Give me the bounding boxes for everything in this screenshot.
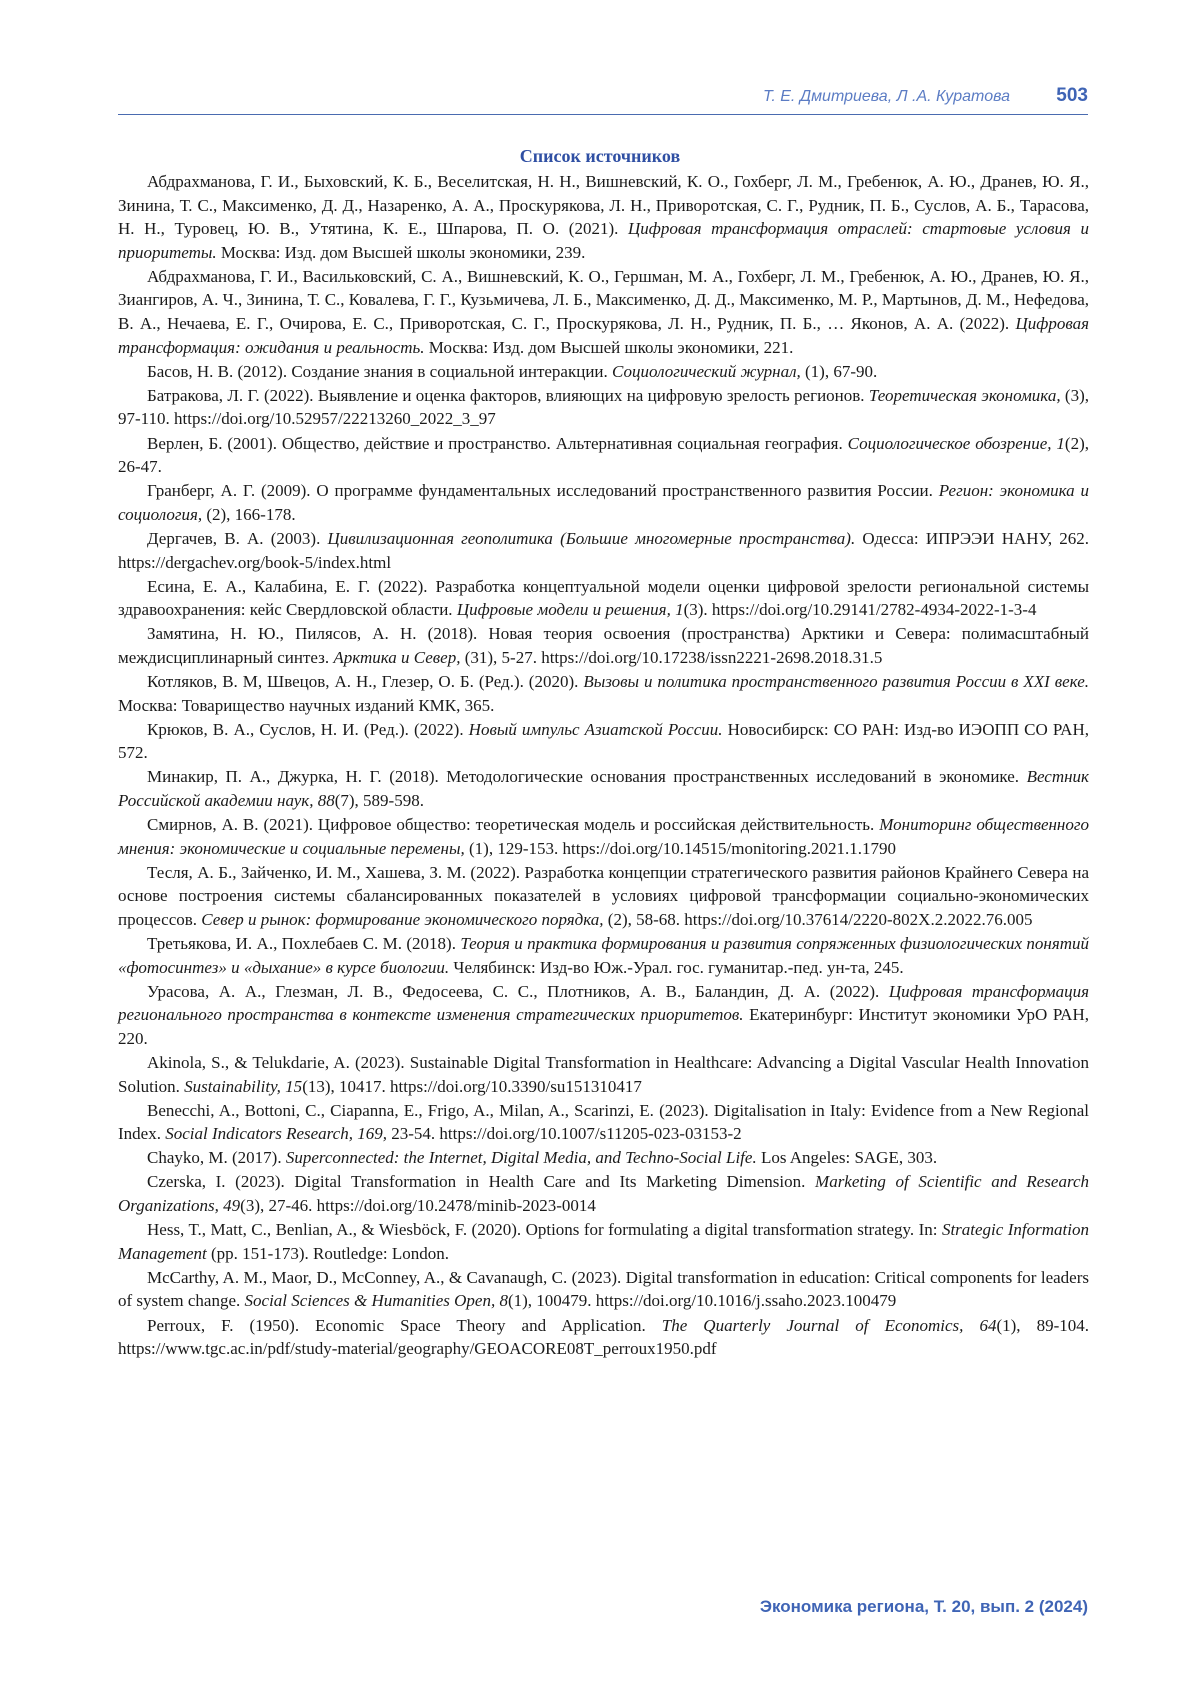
reference-source-title: Цифровые модели и решения, 1 [456,600,684,620]
reference-text: Chayko, M. (2017). [147,1148,286,1168]
reference-text: Гранберг, А. Г. (2009). О программе фундаментальных исследований пространственного развития России. [147,481,939,501]
reference-text: Есина, Е. А., Калабина, Е. Г. (2022). Разработка концептуальной модели оценки цифровой зрелости региональной системы здравоохранения: кейс Свердловской области. [118,576,1089,620]
reference-details: (1), 67-90. [800,361,878,381]
reference-text: Абдрахманова, Г. И., Васильковский, С. А., Вишневский, К. О., Гершман, М. А., Гохберг, Л. М., Гребенюк, А. Ю., Дранев, Ю. Я., Зиангиров, А. Ч., Зинина, Т. С., Ковалева, Г. Г., Кузьмичева, Л. Б., Максименко, Д. Д., Максименко, М. Р., Мартынов, Д. М., Нефедова, В. А., Нечаева, Е. Г., Очирова, Е. С., Приворотская, С. Г., Проскурякова, Л. Н., Рудник, П. Б., … Яконов, А. А. (2022). [118,266,1089,334]
reference-source-title: Новый импульс Азиатской России. [468,719,723,739]
reference-source-title: Социологическое обозрение, 1 [847,433,1065,453]
reference-details: (3), 97-110. https://doi.org/10.52957/22213260_2022_3_97 [118,385,1089,429]
reference-details: (2), 58-68. https://doi.org/10.37614/2220-802X.2.2022.76.005 [603,909,1033,929]
reference-item [118,932,1089,979]
reference-item [118,527,1089,574]
reference-source-title: Арктика и Север, [333,647,461,667]
reference-source-title: Marketing of Scientific and Research Organizations, 49 [118,1172,1089,1216]
reference-source-title: Вестник Российской академии наук, 88 [118,767,1089,810]
reference-details: Новосибирск: СО РАН: Изд-во ИЭОПП СО РАН, 572. [118,719,1089,763]
reference-source-title: Цифровая трансформация отраслей: стартовые условия и приоритеты. [118,219,1089,262]
reference-item [118,980,1089,1051]
header-authors: Т. Е. Дмитриева, Л .А. Куратова [763,88,1010,105]
reference-source-title: Социологический журнал, [612,361,801,381]
reference-text: Akinola, S., & Telukdarie, A. (2023). Sustainable Digital Transformation in Healthcare: Advancing a Digital Vascular Health Innovation Solution. [118,1052,1089,1096]
journal-footer: Экономика региона, Т. 20, вып. 2 (2024) [759,1597,1088,1616]
reference-text: Benecchi, A., Bottoni, C., Ciapanna, E., Frigo, A., Milan, A., Scarinzi, E. (2023). Digitalisation in Italy: Evidence from a New Regional Index. [118,1100,1089,1144]
reference-text: Верлен, Б. (2001). Общество, действие и пространство. Альтернативная социальная география. [147,433,848,453]
reference-item [118,670,1089,717]
reference-details: (1), 129-153. https://doi.org/10.14515/monitoring.2021.1.1790 [464,838,897,858]
reference-details: Москва: Изд. дом Высшей школы экономики, 239. [216,242,586,262]
reference-text: Крюков, В. А., Суслов, Н. И. (Ред.). (2022). [147,719,469,739]
reference-text: Котляков, В. М, Швецов, А. Н., Глезер, О. Б. (Ред.). (2020). [147,671,584,691]
reference-details: Los Angeles: SAGE, 303. [756,1148,938,1168]
reference-item [118,1314,1089,1361]
reference-details: 23-54. https://doi.org/10.1007/s11205-023-03153-2 [386,1124,742,1144]
reference-source-title: Мониторинг общественного мнения: экономические и социальные перемены, [118,815,1089,858]
reference-item [118,360,1089,384]
reference-source-title: Цивилизационная геополитика (Большие многомерные пространства). [327,528,856,548]
reference-item [118,170,1089,264]
reference-source-title: Регион: экономика и социология, [118,481,1089,524]
reference-item [118,384,1089,431]
reference-item [118,1170,1089,1217]
reference-details: Челябинск: Изд-во Юж.-Урал. гос. гуманитар.-пед. ун-та, 245. [449,957,904,977]
reference-details: Екатеринбург: Институт экономики УрО РАН, 220. [118,1005,1089,1048]
reference-text: Дергачев, В. А. (2003). [147,528,328,548]
reference-item [118,861,1089,932]
reference-details: (2), 26-47. [118,433,1089,477]
reference-item [118,1051,1089,1098]
reference-item [118,432,1089,479]
reference-text: Басов, Н. В. (2012). Создание знания в социальной интеракции. [147,361,613,381]
running-header [118,86,1088,115]
reference-list [118,170,1089,1361]
reference-source-title: Север и рынок: формирование экономического порядка, [201,909,604,929]
reference-item [118,622,1089,669]
reference-details: (2), 166-178. [202,504,296,524]
reference-text: Абдрахманова, Г. И., Быховский, К. Б., Веселитская, Н. Н., Вишневский, К. О., Гохберг, Л. М., Гребенюк, А. Ю., Дранев, Ю. Я., Зинина, Т. С., Максименко, Д. Д., Назаренко, А. А., Проскурякова, Л. Н., Приворотская, С. Г., Рудник, П. Б., Суслов, А. Б., Тарасова, Н. Н., Туровец, Ю. В., Утятина, К. Е., Шпарова, П. О. (2021). [118,172,1089,239]
reference-text: Замятина, Н. Ю., Пилясов, А. Н. (2018). Новая теория освоения (пространства) Арктики и Севера: полимасштабный междисциплинарный синтез. [118,624,1089,667]
reference-details: Одесса: ИПРЭЭИ НАНУ, 262. https://dergachev.org/book-5/index.html [118,528,1090,572]
section-title: Список источников [519,146,681,166]
reference-source-title: The Quarterly Journal of Economics, 64 [661,1315,997,1335]
reference-text: Смирнов, А. В. (2021). Цифровое общество: теоретическая модель и российская действительность. [147,815,880,835]
reference-source-title: Social Sciences & Humanities Open, 8 [244,1291,508,1311]
reference-item [118,765,1089,812]
reference-item [118,479,1089,526]
reference-item [118,1218,1089,1265]
reference-details: Москва: Товарищество научных изданий КМК, 365. [118,695,495,715]
reference-text: Минакир, П. А., Джурка, Н. Г. (2018). Методологические основания пространственных исследований в экономике. [147,767,1027,787]
reference-text: Czerska, I. (2023). Digital Transformation in Health Care and Its Marketing Dimension. [147,1172,816,1192]
reference-text: Тесля, А. Б., Зайченко, И. М., Хашева, З. М. (2022). Разработка концепции стратегического развития районов Крайнего Севера на основе построения системы сбалансированных показателей в условиях цифровой трансформации социально-экономических процессов. [118,862,1089,929]
reference-details: (1), 89-104. https://www.tgc.ac.in/pdf/study-material/geography/GEOACORE08T_perroux1950.pdf [118,1315,1089,1359]
reference-item [118,813,1089,860]
reference-source-title: Superconnected: the Internet, Digital Media, and Techno-Social Life. [285,1148,757,1168]
reference-details: (3), 27-46. https://doi.org/10.2478/minib-2023-0014 [240,1196,596,1216]
reference-source-title: Sustainability, 15 [184,1076,303,1096]
reference-details: (3). https://doi.org/10.29141/2782-4934-2022-1-3-4 [683,600,1037,620]
reference-source-title: Strategic Information Management [118,1220,1089,1263]
reference-details: (31), 5-27. https://doi.org/10.17238/issn2221-2698.2018.31.5 [460,647,883,667]
reference-text: Hess, T., Matt, C., Benlian, A., & Wiesböck, F. (2020). Options for formulating a digital transformation strategy. In: [147,1220,942,1240]
reference-source-title: Цифровая трансформация регионального пространства в контексте изменения стратегических приоритетов. [118,981,1089,1025]
reference-details: Москва: Изд. дом Высшей школы экономики, 221. [424,337,794,357]
reference-details: (7), 589-598. [334,790,424,810]
reference-item [118,1099,1089,1146]
reference-item [118,1266,1089,1313]
reference-text: Батракова, Л. Г. (2022). Выявление и оценка факторов, влияющих на цифровую зрелость регионов. [147,385,869,405]
reference-item [118,265,1089,359]
reference-source-title: Цифровая трансформация: ожидания и реальность. [118,314,1089,357]
reference-text: Урасова, А. А., Глезман, Л. В., Федосеева, С. С., Плотников, А. В., Баландин, Д. А. (2022). [147,981,889,1001]
reference-text: Perroux, F. (1950). Economic Space Theory and Application. [147,1315,662,1335]
reference-details: (pp. 151-173). Routledge: London. [206,1243,449,1263]
reference-item [118,575,1089,622]
reference-details: (1), 100479. https://doi.org/10.1016/j.ssaho.2023.100479 [507,1291,897,1311]
reference-source-title: Теоретическая экономика, [868,385,1061,405]
reference-details: (13), 10417. https://doi.org/10.3390/su151310417 [302,1076,642,1096]
reference-source-title: Вызовы и политика пространственного развития России в XXI веке. [583,671,1090,691]
reference-item [118,718,1089,765]
reference-text: McCarthy, A. M., Maor, D., McConney, A., & Cavanaugh, C. (2023). Digital transformation in education: Critical components for leaders of system change. [118,1267,1089,1311]
reference-item [118,1146,1089,1170]
reference-text: Третьякова, И. А., Похлебаев С. М. (2018). [147,934,461,953]
reference-source-title: Social Indicators Research, 169, [165,1124,387,1144]
page-number: 503 [1056,85,1088,106]
reference-source-title: Теория и практика формирования и развития сопряженных физиологических понятий «фотосинтез» и «дыхание» в курсе биологии. [118,934,1089,977]
